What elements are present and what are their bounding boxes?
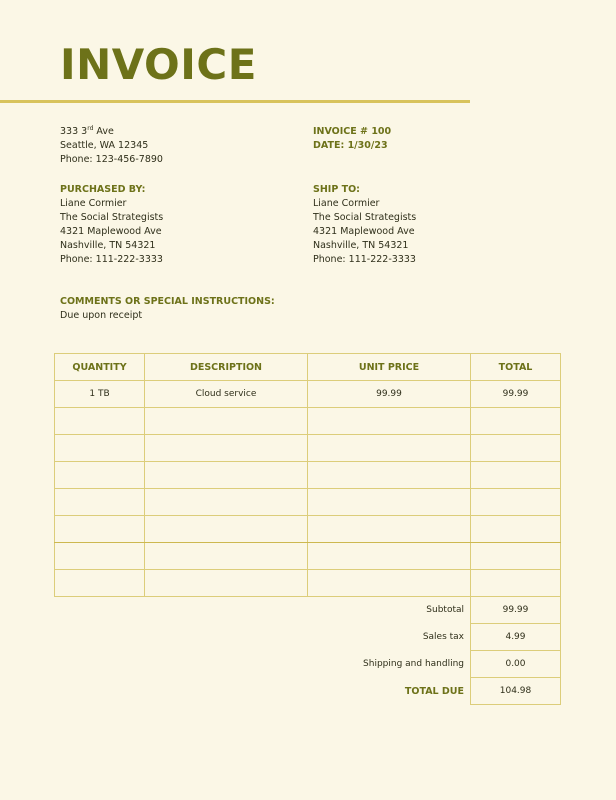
table-row — [55, 516, 561, 543]
ship-to-company: The Social Strategists — [313, 212, 417, 223]
cell-total — [471, 516, 561, 543]
cell-quantity — [55, 462, 145, 489]
items-table — [54, 353, 561, 597]
cell-total: 99.99 — [471, 381, 561, 408]
cell-unit-price — [308, 435, 471, 462]
invoice-info — [313, 125, 391, 153]
cell-unit-price — [308, 489, 471, 516]
purchased-by-label: PURCHASED BY: — [60, 184, 146, 195]
ship-to-name: Liane Cormier — [313, 198, 380, 209]
cell-total — [471, 543, 561, 570]
header-description: DESCRIPTION — [145, 354, 308, 381]
cell-description — [145, 543, 308, 570]
cell-description — [145, 435, 308, 462]
cell-description — [145, 408, 308, 435]
seller-address — [60, 125, 163, 167]
purchaser-phone: Phone: 111-222-3333 — [60, 254, 163, 265]
seller-city: Seattle, WA 12345 — [60, 140, 149, 151]
cell-total — [471, 435, 561, 462]
shipping-row — [54, 651, 561, 678]
total-due-label: TOTAL DUE — [404, 686, 464, 697]
cell-description — [145, 570, 308, 597]
invoice-title: INVOICE — [60, 40, 257, 89]
invoice-date: DATE: 1/30/23 — [313, 140, 388, 151]
cell-unit-price: 99.99 — [308, 381, 471, 408]
ship-to — [313, 183, 416, 267]
purchaser-company: The Social Strategists — [60, 212, 164, 223]
ship-to-city: Nashville, TN 54321 — [313, 240, 409, 251]
cell-quantity: 1 TB — [55, 381, 145, 408]
seller-street: 333 3rd Ave — [60, 124, 114, 137]
subtotal-value: 99.99 — [470, 597, 561, 624]
cell-quantity — [55, 408, 145, 435]
title-rule — [0, 100, 470, 103]
total-due-value: 104.98 — [470, 678, 561, 705]
total-due-row — [54, 678, 561, 705]
cell-description: Cloud service — [145, 381, 308, 408]
subtotal-row — [54, 597, 561, 624]
cell-description — [145, 516, 308, 543]
shipping-value: 0.00 — [470, 651, 561, 678]
purchased-by — [60, 183, 163, 267]
cell-unit-price — [308, 570, 471, 597]
cell-quantity — [55, 516, 145, 543]
header-unit-price: UNIT PRICE — [308, 354, 471, 381]
seller-phone: Phone: 123-456-7890 — [60, 154, 163, 165]
cell-quantity — [55, 570, 145, 597]
cell-unit-price — [308, 516, 471, 543]
cell-total — [471, 489, 561, 516]
cell-unit-price — [308, 543, 471, 570]
purchaser-street: 4321 Maplewood Ave — [60, 226, 162, 237]
header-quantity: QUANTITY — [55, 354, 145, 381]
table-row — [55, 570, 561, 597]
tax-value: 4.99 — [470, 624, 561, 651]
items-table-wrap — [54, 353, 561, 597]
ship-to-label: SHIP TO: — [313, 184, 360, 195]
table-row — [55, 408, 561, 435]
cell-unit-price — [308, 408, 471, 435]
table-row — [55, 435, 561, 462]
cell-quantity — [55, 489, 145, 516]
table-row — [55, 462, 561, 489]
purchaser-name: Liane Cormier — [60, 198, 127, 209]
cell-unit-price — [308, 462, 471, 489]
shipping-label: Shipping and handling — [363, 659, 464, 669]
cell-quantity — [55, 435, 145, 462]
header-total: TOTAL — [471, 354, 561, 381]
subtotal-label: Subtotal — [426, 605, 464, 615]
items-header-row — [55, 354, 561, 381]
tax-row — [54, 624, 561, 651]
cell-quantity — [55, 543, 145, 570]
cell-description — [145, 462, 308, 489]
comments-text: Due upon receipt — [60, 310, 143, 321]
comments — [60, 295, 275, 323]
cell-total — [471, 462, 561, 489]
invoice-number: INVOICE # 100 — [313, 126, 392, 137]
cell-total — [471, 570, 561, 597]
tax-label: Sales tax — [422, 632, 464, 642]
table-row — [55, 489, 561, 516]
table-row — [55, 381, 561, 408]
ship-to-street: 4321 Maplewood Ave — [313, 226, 415, 237]
cell-total — [471, 408, 561, 435]
comments-label: COMMENTS OR SPECIAL INSTRUCTIONS: — [60, 296, 275, 307]
ship-to-phone: Phone: 111-222-3333 — [313, 254, 416, 265]
cell-description — [145, 489, 308, 516]
table-row — [55, 543, 561, 570]
totals — [54, 597, 561, 705]
purchaser-city: Nashville, TN 54321 — [60, 240, 156, 251]
